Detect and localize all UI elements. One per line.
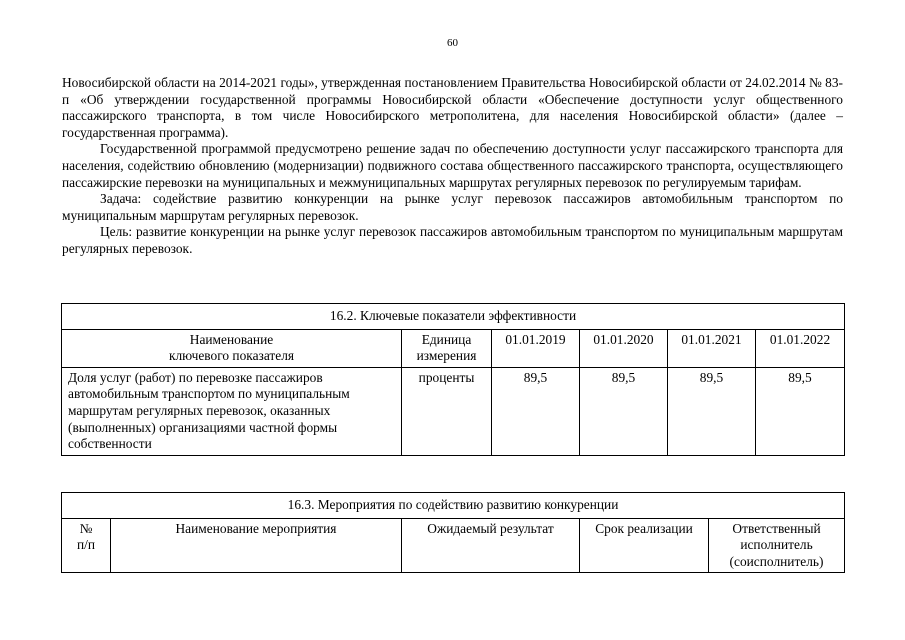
paragraph-continuation: Новосибирской области на 2014-2021 годы», утвержденная постановлением Правительства Новосибирской области от 24.02.2014 № 83-п «Об утверждении государственной программы Новосибирской области «Обеспечение доступности услуг общественного пассажирского транспорта, в том числе Новосибирского метрополитена, для населения Новосибирской области» (далее – государственная программа). — [62, 75, 843, 140]
events-table-header-row — [62, 518, 845, 573]
header-responsible — [709, 518, 845, 573]
indicator-value: 89,5 — [668, 367, 756, 455]
indicator-name: Доля услуг (работ) по перевозке пассажиров автомобильным транспортом по муниципальным маршрутам регулярных перевозок, оказанных (выполненных) организациями частной формы собственности — [62, 367, 402, 455]
header-responsible-line1: Ответственный — [732, 520, 821, 536]
indicator-value: 89,5 — [492, 367, 580, 455]
header-number-line1: № — [79, 520, 93, 536]
header-expected-result: Ожидаемый результат — [402, 518, 580, 573]
header-term: Срок реализации — [580, 518, 709, 573]
page-number: 60 — [447, 37, 458, 49]
header-unit-line1: Единица — [421, 331, 472, 347]
header-unit — [402, 329, 492, 367]
indicator-value: 89,5 — [756, 367, 845, 455]
header-indicator-name-line2: ключевого показателя — [168, 348, 295, 364]
paragraph-goal: Цель: развитие конкуренции на рынке услуг перевозок пассажиров автомобильным транспортом по муниципальным маршрутам регулярных перевозок. — [62, 224, 843, 256]
header-indicator-name — [62, 329, 402, 367]
kpi-table-title: 16.2. Ключевые показатели эффективности — [62, 304, 845, 330]
header-indicator-name-line1: Наименование — [189, 331, 274, 347]
header-responsible-line2: исполнитель — [740, 537, 813, 553]
header-number-line2: п/п — [76, 537, 96, 553]
kpi-table-title-row — [62, 304, 845, 330]
kpi-table-header-row — [62, 329, 845, 367]
header-number — [62, 518, 111, 573]
header-date: 01.01.2020 — [580, 329, 668, 367]
paragraph-program: Государственной программой предусмотрено решение задач по обеспечению доступности услуг пассажирского транспорта для населения, содействию обновлению (модернизации) подвижного состава общественного пассажирского транспорта, осуществляющего пассажирские перевозки на муниципальных и межмуниципальных маршрутах регулярных перевозок по регулируемым тарифам. — [62, 141, 843, 190]
table-row — [62, 367, 845, 455]
indicator-unit: проценты — [402, 367, 492, 455]
header-date: 01.01.2022 — [756, 329, 845, 367]
indicator-value: 89,5 — [580, 367, 668, 455]
header-date: 01.01.2021 — [668, 329, 756, 367]
kpi-table — [61, 303, 845, 456]
header-event-name: Наименование мероприятия — [111, 518, 402, 573]
events-table — [61, 492, 845, 573]
events-table-title: 16.3. Мероприятия по содействию развитию конкуренции — [62, 493, 845, 519]
header-unit-line2: измерения — [416, 348, 477, 364]
body-text — [62, 75, 843, 258]
paragraph-task: Задача: содействие развитию конкуренции на рынке услуг перевозок пассажиров автомобильным транспортом по муниципальным маршрутам регулярных перевозок. — [62, 191, 843, 223]
header-date: 01.01.2019 — [492, 329, 580, 367]
events-table-title-row — [62, 493, 845, 519]
header-responsible-line3: (соисполнитель) — [729, 553, 824, 569]
